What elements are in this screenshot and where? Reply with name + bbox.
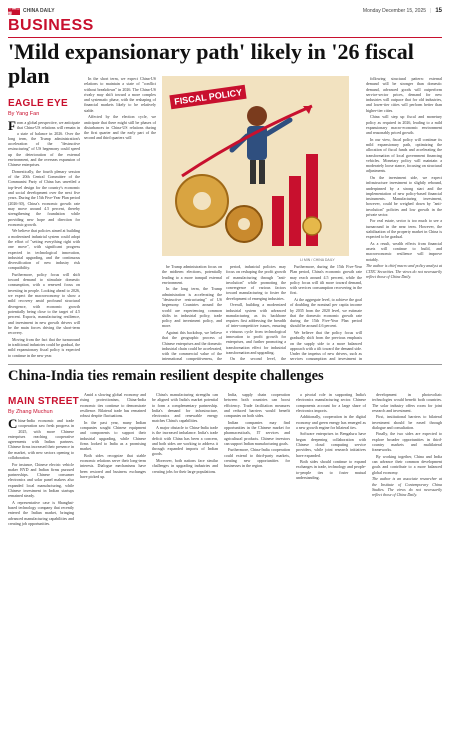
paragraph: Software enterprises in Bengaluru have begun deepening collaboration with Chinese cloud computing service providers, while joint research initiatives have expanded.	[296, 431, 366, 458]
story1-column-1	[8, 120, 80, 362]
paragraph: China-India economic and trade cooperation saw fresh progress in 2025, with more Chinese enterprises reaching cooperative agreements with Indian partners. Chinese firms increased their presence in the market, with new sectors opening to collaboration.	[8, 418, 74, 461]
paragraph: India, supply chain cooperation between both countries can boost efficiency. Trade facilitation measures and reduced barriers would benefit companies on both sides.	[224, 392, 290, 419]
paragraph: a pivotal role in supporting India's electronics manufacturing sector. Chinese components account for a large share of electronics imports.	[296, 392, 366, 413]
paragraph: In the long term, the Trump administration is accelerating the "destructive restructuring" of US hegemony. Countries around the world are experiencing common shifts in industrial policy, trade policy and investment policy, and more.	[162, 286, 222, 329]
paragraph: Overall, building a modernized industrial system with advanced manufacturing as its backbone requires first addressing the breadth of inter-competitive issues, ensuring a virtuous cycle from technological innovation to profit growth for enterprises, and further promoting a transformation effect for industrial transformation and upgrading.	[226, 302, 286, 355]
paragraph: By working together, China and India can advance their common development goals and contribute to a more balanced global economy.	[372, 453, 442, 475]
paragraph: development in photovoltaic technologies would benefit both countries. The solar industry offers room for joint research and investment.	[372, 392, 442, 413]
paragraph: As a result, wealth effects from financial assets will continue to build, and macroeconomic resilience will improve notably.	[366, 240, 442, 262]
author-note: The author is chief macro and policy analyst at CITIC Securities. The views do not necessarily reflect those of China Daily.	[366, 263, 442, 279]
paragraph: Affected by the election cycle, we anticipate that there might still be phases of disturbances in China-US relations during the first quarter and the early part of the second and third quarters will	[84, 114, 156, 141]
paragraph: Both sides recognize that stable economic relations serve their long-term interests. Dialogue mechanisms have been restored and business exchanges have picked up.	[80, 452, 146, 479]
paragraph: be Trump administration focus on the midterm elections, potentially leading to a more tranquil external environment.	[162, 264, 222, 285]
page-number: 15	[435, 8, 442, 14]
paragraph: Furthermore, China-India cooperation could extend to third-party markets, creating new opportunities for businesses in the region.	[224, 447, 290, 469]
paragraph: At the aggregate level, to achieve the goal of doubling the nominal per capita income by 2035 from the 2020 level, we estimate that the domestic economic growth rate during the 15th Five-Year Plan period should be around 4.6 percent.	[290, 296, 362, 329]
paragraph: Additionally, cooperation in the digital economy and green energy has emerged as a new growth engine for bilateral ties.	[296, 414, 366, 430]
author-note: The author is an associate researcher at the Institute of Contemporary China Studies. The views do not necessarily reflect those of China Daily.	[372, 476, 442, 498]
paragraph: In the short term, we expect China-US relations to maintain a state of "conflict without breakdown" in 2026. The China-US rivalry may shift toward a more complex and systematic phase, with the reshaping of financial markets likely to be relatively stable.	[84, 76, 156, 113]
illustration-credit: LI MIN / CHINA DAILY	[300, 258, 335, 262]
paragraph: A major obstacle to China-India trade is the increased imbalance. India's trade deficit with China has been a concern, and both sides are working to address it through expanded imports of Indian goods.	[152, 424, 218, 457]
paragraph: Furthermore, during the 15th Five-Year Plan period, China's economic growth rate may reach around 4.5 percent, while the policy focus will tilt more toward demand, with services consumption recovering in the first.	[290, 264, 362, 296]
paragraph: In our view, fiscal policy will continue its mild expansionary path, optimizing the allocation of fiscal funds and accelerating the transformation of local government financing vehicles. Monetary policy will maintain a moderately loose stance, focusing on structural adjustments.	[366, 136, 442, 174]
issue-date: Monday December 15, 2025	[362, 8, 426, 14]
story2-column-1	[8, 418, 74, 740]
paragraph: Finally, the two sides are expected to explore broader opportunities in third-country markets and multilateral frameworks.	[372, 431, 442, 453]
china-daily-logo: 中國日報	[8, 5, 20, 16]
paragraph: We believe that the policy focus will gradually shift from the previous emphasis on the supply side to a more balanced approach with a tilt toward the demand side. Under the impetus of new drivers, such as services consumption and investment in	[290, 329, 362, 362]
story1-column-2	[84, 76, 156, 362]
brand	[8, 5, 55, 16]
paragraph: China's manufacturing strengths can be aligned with India's market potential to form a complementary partnership. India's demand for infrastructure, electronics and renewable energy matches China's capabilities.	[152, 392, 218, 424]
paragraph: For real estate, sector is too much to see a turnaround in the near term. However, the stabilization of the property market in China is expected to be gradual.	[366, 218, 442, 240]
paragraph: Indian companies may find opportunities in the Chinese market for pharmaceuticals, IT services and agricultural products. Chinese investors can support Indian manufacturing goals.	[224, 419, 290, 446]
byline-zhang-muchun: By Zhang Muchun	[8, 409, 53, 415]
main-headline: 'Mild expansionary path' likely in '26 fiscal plan	[8, 39, 414, 88]
paragraph: First, institutional barriers to bilateral investment should be eased through dialogue and consultation.	[372, 414, 442, 430]
story1-column-4	[226, 264, 286, 362]
paragraph: For instance, Chinese electric vehicle maker BYD and Indian firms pursued partnerships. Chinese consumer electronics and solar panel makers also expanded local manufacturing, while Chinese investment in Indian startups remained steady.	[8, 461, 74, 499]
paragraph: From a global perspective, we anticipate that China-US relations will remain in a state of balance in 2026. Over the long term, the Trump administration's acceleration of the "destructive restructuring" of US hegemony could speed up the deterioration of the external environment, and the overseas expansion of Chinese enterprises.	[8, 120, 80, 168]
paragraph: Domestically, the fourth plenary session of the 20th Central Committee of the Communist Party of China has unveiled a top-level design for the country's economic and social development over the next five years. During the 15th Five-Year Plan period (2026-30), China's economic growth rate may move around 4.5 percent, thereby strengthening the foundation while providing new hope and direction for economic growth.	[8, 168, 80, 227]
brand-name: CHINA DAILY	[23, 8, 55, 14]
story2-column-2	[80, 392, 146, 740]
paragraph: following structural pattern: external demand will be stronger than domestic demand, advanced goods will outperform service-sector prices, demand for new industries will outpace that for old industries, and lower-tier cities will perform better than higher-tier cities.	[366, 76, 442, 113]
story2-column-6	[372, 392, 442, 740]
paragraph: China will step up fiscal and monetary policy as required in 2026, leading to a mild expansionary macro-economic environment and reasonably priced growth.	[366, 114, 442, 136]
column-name-main-street: MAIN STREET	[8, 396, 80, 407]
story1-column-6	[366, 76, 442, 362]
illustration-label: FISCAL POLICY	[169, 85, 247, 109]
second-headline: China-India ties remain resilient despite challenges	[8, 368, 324, 384]
paragraph: Against this backdrop, we believe that the geographic process of Chinese enterprises and the domestic industrial chain could be accelerated, with the commercial value of the international competitiveness, the	[162, 329, 222, 362]
paragraph: On the second level, the	[230, 356, 286, 362]
story2-column-4	[224, 392, 290, 740]
paragraph: We believe that policies aimed at building a modernized industrial system could adopt the effort of "setting everything right with one move", with significant progress expected in technological innovation, industrial upgrading, and the continuous diversification of new industry risk compatibility.	[8, 228, 80, 271]
paragraph: Both sides should continue to expand exchanges in trade, technology and people-to-people ties to foster mutual understanding.	[296, 459, 366, 481]
section-rule	[8, 37, 442, 38]
section-title: BUSINESS	[8, 17, 94, 34]
paragraph: Amid a slowing global economy and rising protectionism, China-India economic ties continue to demonstrate resilience. Bilateral trade has remained robust despite fluctuations.	[80, 392, 146, 419]
story-divider	[8, 364, 442, 365]
story1-column-3	[162, 264, 222, 362]
story2-column-3	[152, 392, 218, 740]
paragraph: Moreover, both nations face similar challenges in upgrading industries and creating jobs for their large populations.	[152, 457, 218, 474]
masthead-right: Monday December 15, 2025 | 15	[362, 8, 442, 14]
paragraph: period, industrial policies may focus on reshaping the profit growth of manufacturing through "anti-involution" while promoting the convergence of various factors toward manufacturing to foster the development of emerging industries.	[226, 264, 286, 301]
paragraph: A representative case is Shanghai-based technology company that recently entered the Indian market, bringing advanced manufacturing capabilities and creating job opportunities.	[8, 499, 74, 527]
story2-column-5	[296, 392, 366, 740]
byline-yang-fan: By Yang Fan	[8, 111, 40, 117]
paragraph: In the past year, many Indian companies sought Chinese equipment and components to support their industrial upgrading, while Chinese firms looked to India as a promising market.	[80, 419, 146, 452]
paragraph: On the investment side, we expect infrastructure investment to slightly rebound, underpinned by a strong start and the implementation of new policy-based financial instruments. Manufacturing investment, however, could be weighed down by "anti-involution" policies and low growth in the private sector.	[366, 174, 442, 217]
paragraph: Moving from the fact that the turnaround in traditional industries could be gradual, the mild expansionary fiscal policy is expected to continue in the new year.	[8, 336, 80, 358]
story1-column-5	[290, 264, 362, 362]
paragraph: Furthermore, policy focus will shift toward demand to stimulate domestic consumption, with a renewed focus on investing in people. Looking ahead to 2026, we expect the macroeconomy to show a mild recovery amid profound structural divergence, with economic growth potentially being close to the target of 4.5 percent. Exports, manufacturing resilience, and investment in new growth drivers will be the main forces driving the short-term recovery.	[8, 271, 80, 336]
fiscal-policy-illustration	[162, 76, 349, 256]
masthead	[8, 6, 442, 16]
column-name-eagle-eye: EAGLE EYE	[8, 98, 68, 109]
